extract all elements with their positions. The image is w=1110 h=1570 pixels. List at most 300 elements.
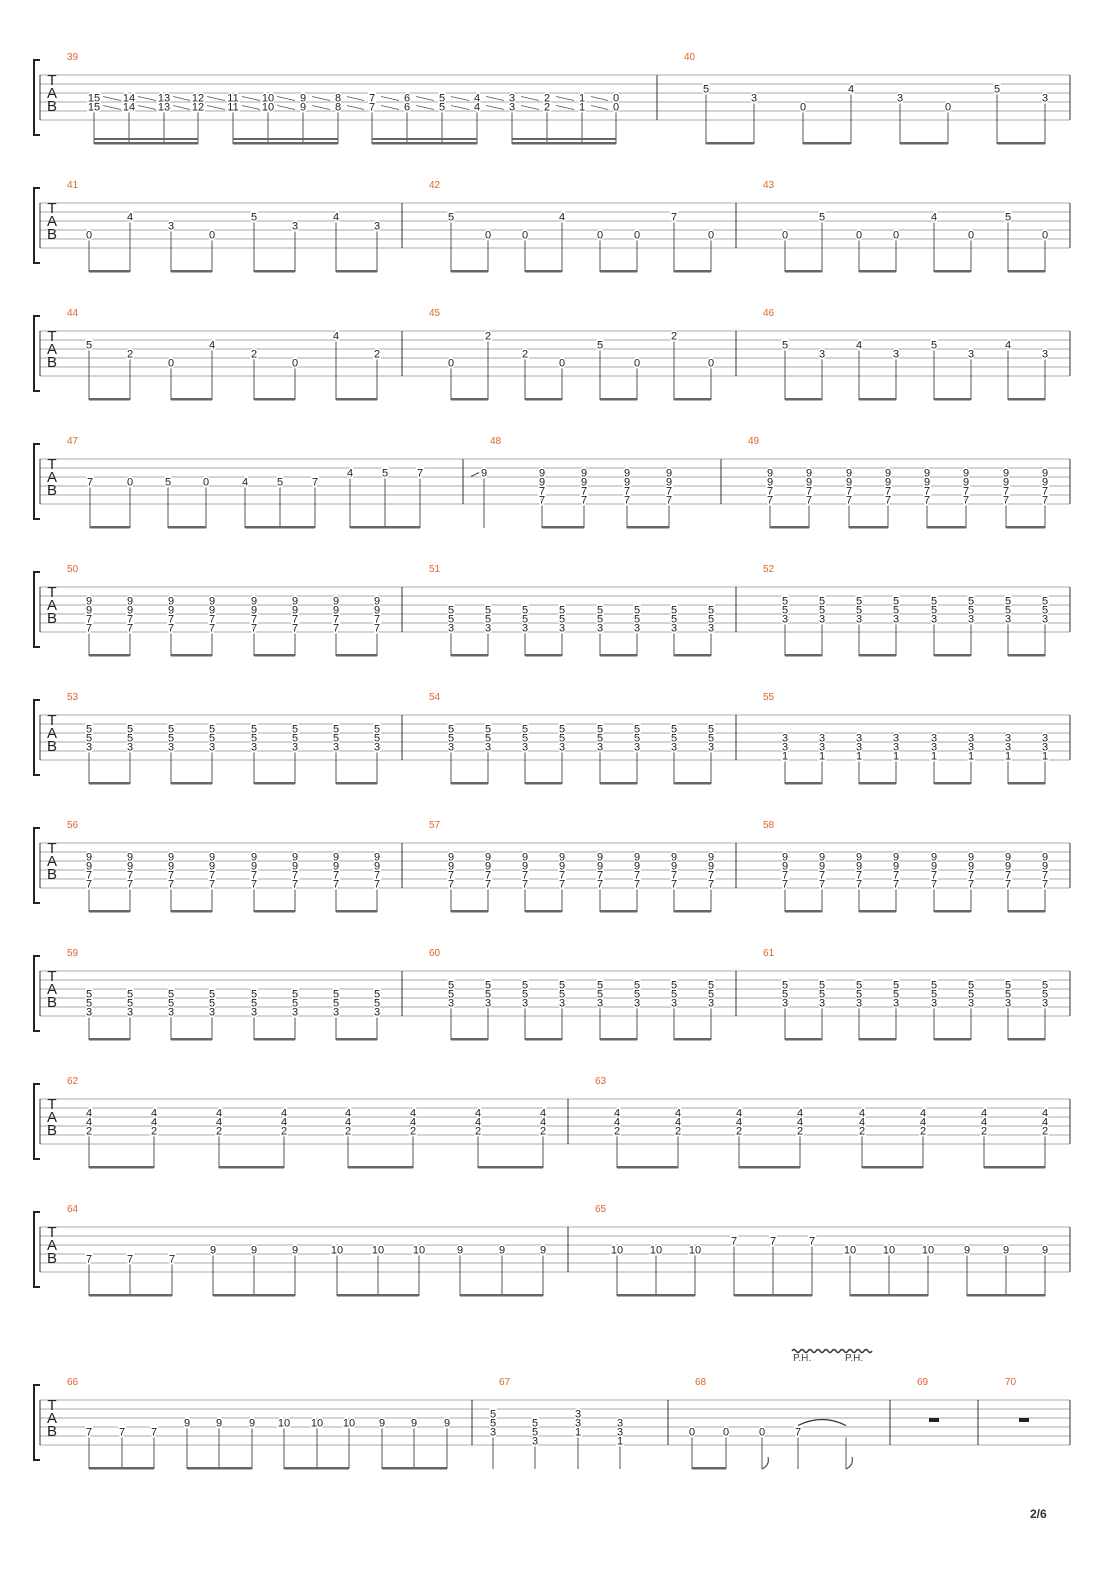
fret-number: 3	[484, 741, 492, 754]
fret-number: 9	[623, 467, 631, 480]
fret-number: 1	[616, 1435, 624, 1448]
fret-number: 0	[1041, 229, 1049, 242]
fret-number: 1	[967, 750, 975, 763]
tab-clef-letter: T	[47, 328, 57, 345]
fret-number: 7	[633, 878, 641, 891]
fret-number: 0	[85, 229, 93, 242]
fret-number: 5	[373, 723, 381, 736]
fret-number: 5	[167, 997, 175, 1010]
fret-number: 7	[1041, 878, 1049, 891]
tab-clef-letter: T	[47, 72, 57, 89]
fret-number: 3	[1041, 732, 1049, 745]
fret-number: 3	[818, 997, 826, 1010]
fret-number: 7	[168, 1253, 176, 1266]
beam	[770, 526, 809, 529]
fret-number: 9	[291, 595, 299, 608]
fret-number: 7	[167, 613, 175, 626]
tab-clef-letter: B	[46, 866, 58, 883]
fret-number: 7	[291, 869, 299, 882]
slide-line	[486, 97, 504, 101]
tab-clef-letter: B	[46, 226, 58, 243]
fret-number: 5	[818, 604, 826, 617]
fret-number: 9	[208, 604, 216, 617]
fret-number: 5	[85, 732, 93, 745]
tab-system	[34, 564, 1070, 657]
fret-number: 9	[930, 851, 938, 864]
fret-number: 9	[1004, 860, 1012, 873]
fret-number: 9	[85, 851, 93, 864]
fret-number: 3	[1041, 348, 1049, 361]
slide-line	[207, 97, 225, 101]
beam	[617, 1294, 695, 1297]
beam	[233, 142, 338, 145]
beam	[785, 398, 822, 401]
fret-number: 3	[373, 220, 381, 233]
slide-line	[556, 97, 574, 101]
tab-clef-letter: A	[46, 1109, 58, 1126]
fret-number: 9	[884, 467, 892, 480]
fret-number: 7	[332, 869, 340, 882]
fret-number: 9	[1041, 860, 1049, 873]
fret-number: 3	[574, 1408, 582, 1421]
fret-number: 7	[766, 494, 774, 507]
fret-number: 7	[167, 878, 175, 891]
fret-number: 5	[670, 613, 678, 626]
fret-number: 7	[930, 869, 938, 882]
fret-number: 7	[126, 869, 134, 882]
fret-number: 7	[781, 878, 789, 891]
slide-line	[521, 106, 539, 110]
fret-number: 3	[616, 1417, 624, 1430]
measure-number: 58	[763, 820, 775, 831]
fret-number: 9	[781, 860, 789, 873]
fret-number: 9	[855, 860, 863, 873]
fret-number: 2	[858, 1125, 866, 1138]
fret-number: 9	[665, 476, 673, 489]
fret-number: 5	[250, 211, 258, 224]
fret-number: 3	[447, 997, 455, 1010]
fret-number: 4	[858, 1107, 866, 1120]
tab-clef-letter: A	[46, 853, 58, 870]
fret-number: 3	[447, 741, 455, 754]
fret-number: 3	[633, 622, 641, 635]
fret-number: 7	[208, 869, 216, 882]
fret-number: 9	[1041, 476, 1049, 489]
fret-number: 5	[250, 723, 258, 736]
fret-number: 2	[150, 1125, 158, 1138]
fret-number: 4	[674, 1107, 682, 1120]
fret-number: 5	[930, 988, 938, 1001]
fret-number: 3	[508, 101, 516, 114]
fret-number: 3	[126, 741, 134, 754]
fret-number: 3	[892, 613, 900, 626]
fret-number: 9	[1002, 467, 1010, 480]
slide-line	[556, 106, 574, 110]
fret-number: 5	[596, 732, 604, 745]
beam	[1008, 654, 1045, 657]
fret-number: 3	[818, 732, 826, 745]
tab-clef-letter: T	[47, 840, 57, 857]
fret-number: 9	[766, 476, 774, 489]
fret-number: 5	[596, 723, 604, 736]
fret-number: 7	[884, 485, 892, 498]
slide-line	[138, 97, 156, 101]
fret-number: 3	[373, 1006, 381, 1019]
measure-number: 56	[67, 820, 79, 831]
slide-line	[277, 106, 295, 110]
tie-arc	[798, 1420, 846, 1426]
fret-number: 5	[818, 211, 826, 224]
slide-line	[347, 97, 364, 101]
beam-secondary	[512, 138, 616, 140]
fret-number: 4	[858, 1116, 866, 1129]
fret-number: 7	[623, 494, 631, 507]
fret-number: 4	[85, 1107, 93, 1120]
beam	[900, 142, 948, 145]
fret-number: 3	[574, 1417, 582, 1430]
tab-clef-letter: B	[46, 482, 58, 499]
fret-number: 2	[670, 330, 678, 343]
fret-number: 2	[474, 1125, 482, 1138]
beam	[1008, 270, 1045, 273]
fret-number: 9	[291, 1244, 299, 1257]
fret-number: 0	[633, 357, 641, 370]
fret-number: 4	[126, 211, 134, 224]
beam	[89, 1038, 130, 1041]
beam	[254, 398, 295, 401]
fret-number: 7	[118, 1426, 126, 1439]
fret-number: 7	[126, 613, 134, 626]
fret-number: 4	[215, 1107, 223, 1120]
fret-number: 3	[489, 1426, 497, 1439]
fret-number: 3	[332, 1006, 340, 1019]
fret-number: 7	[85, 1253, 93, 1266]
fret-number: 5	[208, 723, 216, 736]
measure-number: 55	[763, 692, 775, 703]
fret-number: 5	[707, 979, 715, 992]
fret-number: 3	[1041, 997, 1049, 1010]
tab-clef-letter: B	[46, 98, 58, 115]
beam	[254, 654, 295, 657]
measure-number: 48	[490, 436, 502, 447]
fret-number: 7	[967, 869, 975, 882]
fret-number: 4	[796, 1107, 804, 1120]
fret-number: 3	[818, 741, 826, 754]
fret-number: 3	[373, 741, 381, 754]
fret-number: 1	[1004, 750, 1012, 763]
fret-number: 0	[707, 229, 715, 242]
fret-number: 0	[447, 357, 455, 370]
fret-number: 5	[818, 595, 826, 608]
beam	[934, 270, 971, 273]
fret-number: 9	[167, 851, 175, 864]
beam	[219, 1166, 284, 1169]
beam	[850, 1294, 928, 1297]
fret-number: 2	[344, 1125, 352, 1138]
fret-number: 7	[332, 878, 340, 891]
beam	[927, 526, 966, 529]
tab-system	[34, 1204, 1070, 1297]
fret-number: 9	[855, 851, 863, 864]
beam	[336, 654, 377, 657]
fret-number: 5	[702, 83, 710, 96]
fret-number: 3	[781, 997, 789, 1010]
fret-number: 7	[447, 878, 455, 891]
fret-number: 5	[818, 979, 826, 992]
fret-number: 7	[208, 878, 216, 891]
fret-number: 15	[87, 92, 101, 105]
system-bracket	[34, 1084, 40, 1159]
beam	[785, 782, 822, 785]
fret-number: 7	[1004, 878, 1012, 891]
tab-system	[34, 180, 1070, 273]
measure-number: 52	[763, 564, 775, 575]
beam	[600, 270, 637, 273]
fret-number: 7	[368, 92, 376, 105]
slide-line	[486, 106, 504, 110]
fret-number: 5	[781, 595, 789, 608]
fret-number: 4	[980, 1116, 988, 1129]
beam	[934, 910, 971, 913]
fret-number: 7	[805, 485, 813, 498]
fret-number: 3	[531, 1435, 539, 1448]
fret-number: 9	[962, 476, 970, 489]
beam	[1006, 526, 1045, 529]
measure-number: 49	[748, 436, 760, 447]
beam	[336, 782, 377, 785]
beam	[692, 1467, 726, 1470]
beam	[171, 782, 212, 785]
fret-number: 4	[344, 1107, 352, 1120]
fret-number: 5	[447, 723, 455, 736]
beam	[1008, 398, 1045, 401]
fret-number: 9	[498, 1244, 506, 1257]
fret-number: 2	[1041, 1125, 1049, 1138]
fret-number: 7	[521, 869, 529, 882]
fret-number: 3	[447, 622, 455, 635]
beam	[785, 1038, 822, 1041]
fret-number: 4	[280, 1116, 288, 1129]
fret-number: 9	[892, 851, 900, 864]
fret-number: 2	[543, 101, 551, 114]
fret-number: 7	[962, 494, 970, 507]
fret-number: 7	[892, 869, 900, 882]
fret-number: 3	[855, 997, 863, 1010]
fret-number: 14	[122, 101, 136, 114]
fret-number: 7	[580, 485, 588, 498]
fret-number: 9	[85, 860, 93, 873]
fret-number: 2	[919, 1125, 927, 1138]
system-bracket	[34, 188, 40, 263]
fret-number: 5	[531, 1426, 539, 1439]
beam	[89, 270, 130, 273]
fret-number: 10	[688, 1244, 702, 1257]
beam	[451, 654, 488, 657]
fret-number: 4	[1004, 339, 1012, 352]
fret-number: 1	[1041, 750, 1049, 763]
fret-number: 7	[250, 869, 258, 882]
fret-number: 7	[1002, 485, 1010, 498]
fret-number: 9	[126, 595, 134, 608]
fret-number: 10	[310, 1417, 324, 1430]
fret-number: 7	[670, 869, 678, 882]
fret-number: 7	[85, 878, 93, 891]
measure-number: 50	[67, 564, 79, 575]
beam-secondary	[233, 138, 338, 140]
slide-line	[242, 97, 260, 101]
fret-number: 5	[381, 467, 389, 480]
fret-number: 4	[796, 1116, 804, 1129]
slide-line	[207, 106, 225, 110]
beam	[859, 398, 896, 401]
fret-number: 9	[250, 860, 258, 873]
fret-number: 3	[1041, 741, 1049, 754]
slide-line	[591, 106, 608, 110]
slide-line	[347, 106, 364, 110]
fret-number: 3	[670, 997, 678, 1010]
fret-number: 9	[332, 595, 340, 608]
fret-number: 5	[208, 988, 216, 1001]
beam	[525, 654, 562, 657]
beam	[617, 1166, 678, 1169]
fret-number: 5	[596, 988, 604, 1001]
fret-number: 9	[443, 1417, 451, 1430]
fret-number: 3	[291, 1006, 299, 1019]
beam	[1008, 1038, 1045, 1041]
beam	[171, 1038, 212, 1041]
fret-number: 1	[578, 92, 586, 105]
fret-number: 9	[167, 595, 175, 608]
fret-number: 5	[633, 979, 641, 992]
fret-number: 5	[531, 1417, 539, 1430]
fret-number: 5	[892, 979, 900, 992]
fret-number: 4	[215, 1116, 223, 1129]
fret-number: 5	[126, 732, 134, 745]
fret-number: 0	[208, 229, 216, 242]
fret-number: 3	[85, 1006, 93, 1019]
fret-number: 5	[596, 604, 604, 617]
fret-number: 10	[342, 1417, 356, 1430]
fret-number: 2	[250, 348, 258, 361]
fret-number: 0	[707, 357, 715, 370]
fret-number: 7	[332, 613, 340, 626]
fret-number: 5	[250, 997, 258, 1010]
fret-number: 9	[1002, 476, 1010, 489]
fret-number: 3	[484, 997, 492, 1010]
fret-number: 9	[818, 851, 826, 864]
fret-number: 3	[818, 613, 826, 626]
fret-number: 4	[346, 467, 354, 480]
beam	[284, 1467, 349, 1470]
measure-number: 46	[763, 308, 775, 319]
fret-number: 3	[208, 741, 216, 754]
fret-number: 10	[921, 1244, 935, 1257]
fret-number: 5	[558, 604, 566, 617]
fret-number: 5	[521, 979, 529, 992]
tab-system	[34, 948, 1070, 1041]
slide-line	[591, 97, 608, 101]
fret-number: 7	[521, 878, 529, 891]
fret-number: 5	[250, 988, 258, 1001]
fret-number: 5	[633, 723, 641, 736]
beam	[984, 1166, 1045, 1169]
tab-clef-letter: A	[46, 1410, 58, 1427]
fret-number: 0	[722, 1426, 730, 1439]
fret-number: 9	[378, 1417, 386, 1430]
fret-number: 7	[805, 494, 813, 507]
measure-number: 62	[67, 1076, 79, 1087]
beam	[1008, 782, 1045, 785]
fret-number: 0	[126, 476, 134, 489]
note-flag	[762, 1457, 768, 1469]
fret-number: 5	[892, 604, 900, 617]
fret-number: 5	[373, 997, 381, 1010]
fret-number: 3	[707, 622, 715, 635]
beam	[542, 526, 584, 529]
fret-number: 3	[616, 1426, 624, 1439]
fret-number: 7	[670, 211, 678, 224]
fret-number: 9	[183, 1417, 191, 1430]
beam	[89, 1294, 172, 1297]
fret-number: 7	[884, 494, 892, 507]
fret-number: 0	[484, 229, 492, 242]
fret-number: 5	[1004, 988, 1012, 1001]
fret-number: 5	[373, 988, 381, 1001]
fret-number: 9	[670, 860, 678, 873]
fret-number: 7	[1041, 494, 1049, 507]
fret-number: 9	[250, 604, 258, 617]
fret-number: 5	[447, 988, 455, 1001]
beam	[478, 1166, 543, 1169]
note-flag	[846, 1457, 852, 1469]
fret-number: 10	[261, 92, 275, 105]
fret-number: 4	[332, 211, 340, 224]
beam	[451, 782, 488, 785]
fret-number: 7	[291, 878, 299, 891]
fret-number: 3	[1041, 92, 1049, 105]
fret-number: 10	[843, 1244, 857, 1257]
fret-number: 0	[758, 1426, 766, 1439]
fret-number: 2	[409, 1125, 417, 1138]
slide-line	[451, 97, 469, 101]
beam	[674, 1038, 711, 1041]
tab-system	[34, 820, 1070, 913]
fret-number: 9	[923, 467, 931, 480]
tab-clef-letter: B	[46, 738, 58, 755]
fret-number: 5	[892, 988, 900, 1001]
fret-number: 4	[344, 1116, 352, 1129]
fret-number: 3	[892, 732, 900, 745]
fret-number: 5	[447, 979, 455, 992]
fret-number: 7	[1004, 869, 1012, 882]
tab-clef-letter: T	[47, 712, 57, 729]
fret-number: 9	[596, 851, 604, 864]
fret-number: 9	[85, 604, 93, 617]
tab-clef-letter: A	[46, 213, 58, 230]
fret-number: 7	[855, 878, 863, 891]
fret-number: 3	[750, 92, 758, 105]
measure-number: 67	[499, 1377, 511, 1388]
beam	[382, 1467, 447, 1470]
fret-number: 5	[930, 604, 938, 617]
fret-number: 3	[967, 997, 975, 1010]
beam	[254, 1038, 295, 1041]
fret-number: 2	[735, 1125, 743, 1138]
fret-number: 9	[248, 1417, 256, 1430]
fret-number: 4	[930, 211, 938, 224]
beam	[600, 910, 637, 913]
fret-number: 10	[610, 1244, 624, 1257]
